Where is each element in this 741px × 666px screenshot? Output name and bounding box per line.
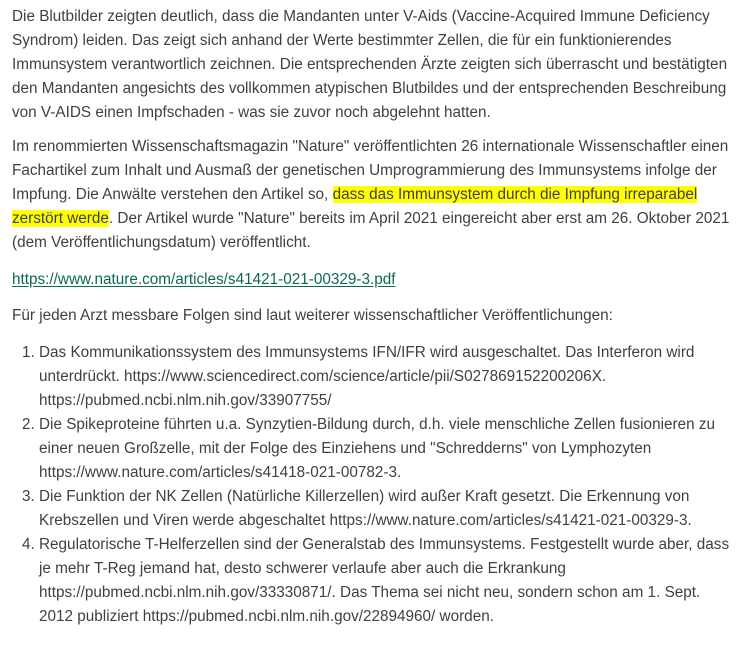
paragraph-list-intro: Für jeden Arzt messbare Folgen sind laut weiterer wissenschaftlicher Veröffentlichungen: <box>12 307 613 324</box>
list-item: 1. Das Kommunikationssystem des Immunsystems IFN/IFR wird ausgeschaltet. Das Interferon wird unterdrückt. https://www.sciencedirect.com/science/article/pii/S027869152200206X. https://pubmed.ncbi.nlm.nih.gov/33907755/ <box>39 341 731 413</box>
paragraph-link <box>12 268 731 292</box>
paragraph-nature-article <box>12 135 731 255</box>
article-body <box>0 5 741 629</box>
paragraph-blood-tests: Die Blutbilder zeigten deutlich, dass die Mandanten unter V-Aids (Vaccine-Acquired Immune Deficiency Syndrom) leiden. Das zeigt sich anhand der Werte bestimmter Zellen, die für ein funktionierendes Immunsystem verantwortlich zeichnen. Die entsprechenden Ärzte zeigten sich überrascht und bestätigten den Mandanten angesichts des vollkommen atypischen Blutbildes und der entsprechenden Beschreibung von V-AIDS einen Impfschaden - was sie zuvor noch abgelehnt hatten. <box>12 8 728 121</box>
paragraph-text-after-highlight: . Der Artikel wurde "Nature" bereits im April 2021 eingereicht aber erst am 26. Oktober 2021 (dem Veröffentlichungsdatum) veröffentlicht. <box>12 210 730 251</box>
list-item: 2. Die Spikeproteine führten u.a. Synzytien-Bildung durch, d.h. viele menschliche Zellen fusionieren zu einer neuen Großzelle, mit der Folge des Einziehens und "Schredderns" von Lymphozyten https://www.nature.com/articles/s41418-021-00782-3. <box>39 413 731 485</box>
list-item: 3. Die Funktion der NK Zellen (Natürliche Killerzellen) wird außer Kraft gesetzt. Die Erkennung von Krebszellen und Viren werde abgeschaltet https://www.nature.com/articles/s41421-021-00329-3. <box>39 485 731 533</box>
nature-article-link[interactable]: https://www.nature.com/articles/s41421-021-00329-3.pdf <box>12 271 396 288</box>
consequences-list <box>12 341 731 629</box>
paragraph-text-before-highlight: Im renommierten Wissenschaftsmagazin "Nature" veröffentlichten 26 internationale Wissenschaftler einen Fachartikel zum Inhalt und Ausmaß der genetischen Umprogrammierung des Immunsystems infolge der Impfung. Die Anwälte verstehen den Artikel so, <box>12 138 729 203</box>
list-item: 4. Regulatorische T-Helferzellen sind der Generalstab des Immunsystems. Festgestellt wurde aber, dass je mehr T-Reg jemand hat, desto schwerer verlaufe aber auch die Erkrankung https://pubmed.ncbi.nlm.nih.gov/33330871/. Das Thema sei nicht neu, sondern schon am 1. Sept. 2012 publiziert https://pubmed.ncbi.nlm.nih.gov/22894960/ worden. <box>39 533 731 629</box>
highlighted-text: dass das Immunsystem durch die Impfung irreparabel zerstört werde <box>12 186 698 227</box>
